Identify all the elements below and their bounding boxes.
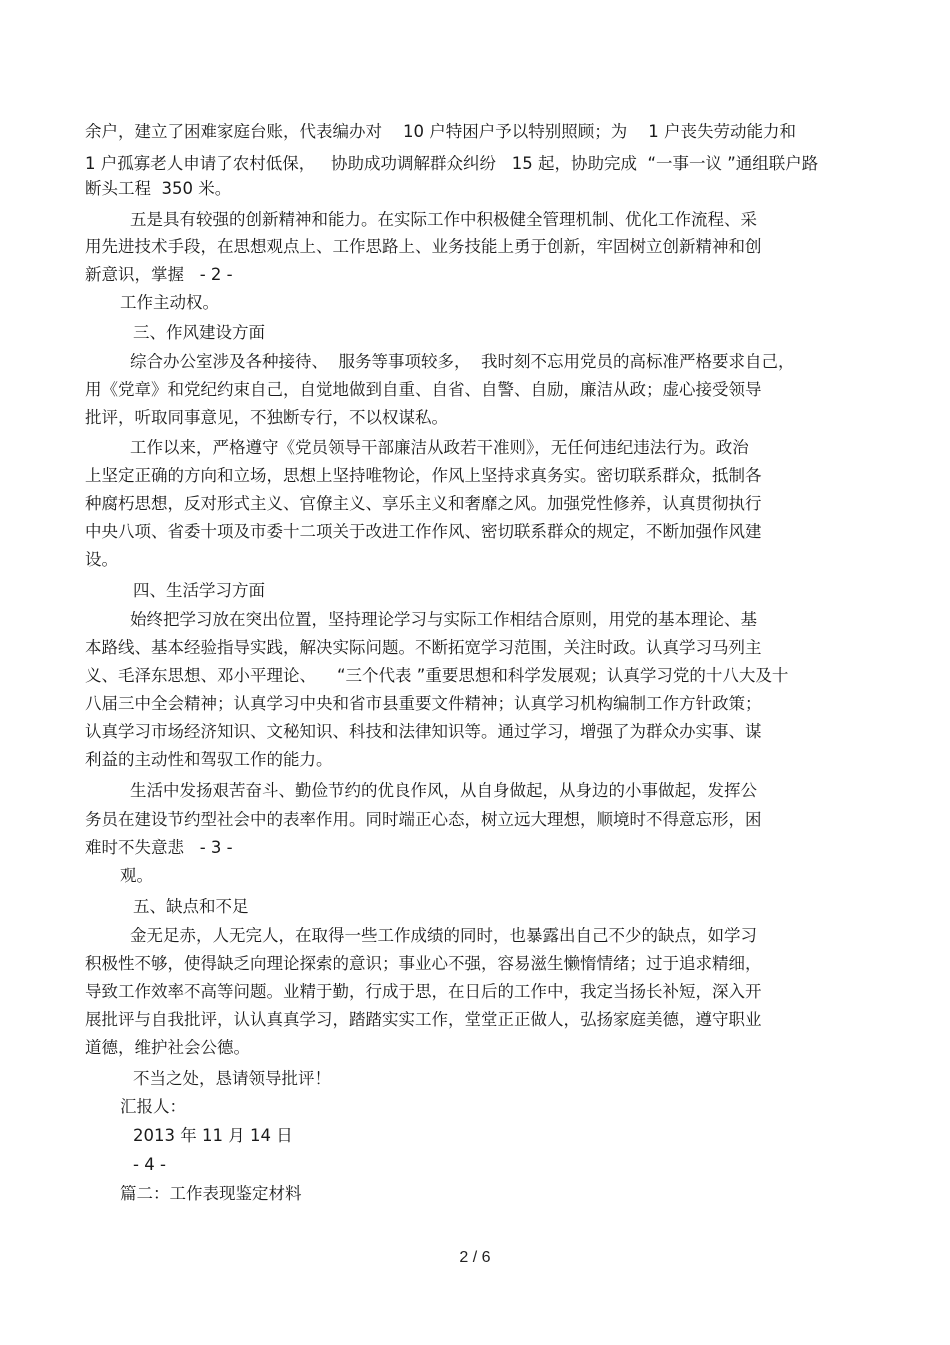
text-line: 余户，建立了困难家庭台账，代表编办对 10 户特困户予以特别照顾；为 1 户丧失劳动能力和 [85,122,796,141]
text-line: 难时不失意悲 - 3 - [85,838,233,857]
text-line: 断头工程 350 米。 [85,179,232,198]
text-line: 不当之处，恳请领导批评！ [133,1069,331,1088]
text-line: 认真学习市场经济知识、文秘知识、科技和法律知识等。通过学习，增强了为群众办实事、谋 [85,722,762,741]
section-heading: 五、缺点和不足 [133,897,249,916]
text-line: 利益的主动性和驾驭工作的能力。 [85,750,333,769]
text-line: 综合办公室涉及各种接待、 服务等事项较多， 我时刻不忘用党员的高标准严格要求自己， [130,352,795,371]
text-line: 1 户孤寡老人申请了农村低保， 协助成功调解群众纠纷 15 起，协助完成 “一事一议 ”通组联户路 [85,154,819,173]
signature-label: 汇报人： [120,1097,186,1116]
text-line: 道德，维护社会公德。 [85,1038,250,1057]
section-heading: 四、生活学习方面 [133,581,265,600]
text-line: 务员在建设节约型社会中的表率作用。同时端正心态，树立远大理想，顺境时不得意忘形，困 [85,810,762,829]
text-line: 导致工作效率不高等问题。业精于勤，行成于思，在日后的工作中，我定当扬长补短，深入开 [85,982,762,1001]
text-line: 义、毛泽东思想、邓小平理论、 “三个代表 ”重要思想和科学发展观；认真学习党的十八大及十 [85,666,789,685]
section-heading: 三、作风建设方面 [133,323,265,342]
text-line: 用《党章》和党纪约束自己，自觉地做到自重、自省、自警、自励，廉洁从政；虚心接受领导 [85,380,762,399]
text-line: 五是具有较强的创新精神和能力。在实际工作中积极健全管理机制、优化工作流程、采 [130,210,757,229]
page-marker: - 4 - [133,1155,166,1174]
text-line: 始终把学习放在突出位置，坚持理论学习与实际工作相结合原则，用党的基本理论、基 [130,610,757,629]
text-line: 展批评与自我批评，认认真真学习，踏踏实实工作，堂堂正正做人，弘扬家庭美德，遵守职业 [85,1010,762,1029]
text-line: 工作以来，严格遵守《党员领导干部廉洁从政若干准则》，无任何违纪违法行为。政治 [130,438,749,457]
text-line: 设。 [85,550,118,569]
page-indicator: 2 / 6 [459,1249,491,1266]
text-line: 本路线、基本经验指导实践，解决实际问题。不断拓宽学习范围，关注时政。认真学习马列主 [85,638,762,657]
text-line: 观。 [120,866,153,885]
text-line: 工作主动权。 [120,293,219,312]
text-line: 生活中发扬艰苦奋斗、勤俭节约的优良作风，从自身做起，从身边的小事做起，发挥公 [130,781,757,800]
section-heading: 篇二：工作表现鉴定材料 [120,1184,302,1203]
text-line: 批评，听取同事意见，不独断专行，不以权谋私。 [85,408,448,427]
text-line: 中央八项、省委十项及市委十二项关于改进工作作风、密切联系群众的规定，不断加强作风建 [85,522,762,541]
text-line: 积极性不够，使得缺乏向理论探索的意识；事业心不强，容易滋生懒惰情绪；过于追求精细， [85,954,762,973]
text-line: 八届三中全会精神；认真学习中央和省市县重要文件精神；认真学习机构编制工作方针政策； [85,694,762,713]
text-line: 上坚定正确的方向和立场，思想上坚持唯物论，作风上坚持求真务实。密切联系群众，抵制各 [85,466,762,485]
report-date: 2013 年 11 月 14 日 [133,1126,293,1145]
text-line: 新意识，掌握 - 2 - [85,265,233,284]
text-line: 金无足赤，人无完人，在取得一些工作成绩的同时，也暴露出自己不少的缺点，如学习 [130,926,757,945]
text-line: 种腐朽思想，反对形式主义、官僚主义、享乐主义和奢靡之风。加强党性修养，认真贯彻执行 [85,494,762,513]
text-line: 用先进技术手段，在思想观点上、工作思路上、业务技能上勇于创新，牢固树立创新精神和创 [85,237,762,256]
